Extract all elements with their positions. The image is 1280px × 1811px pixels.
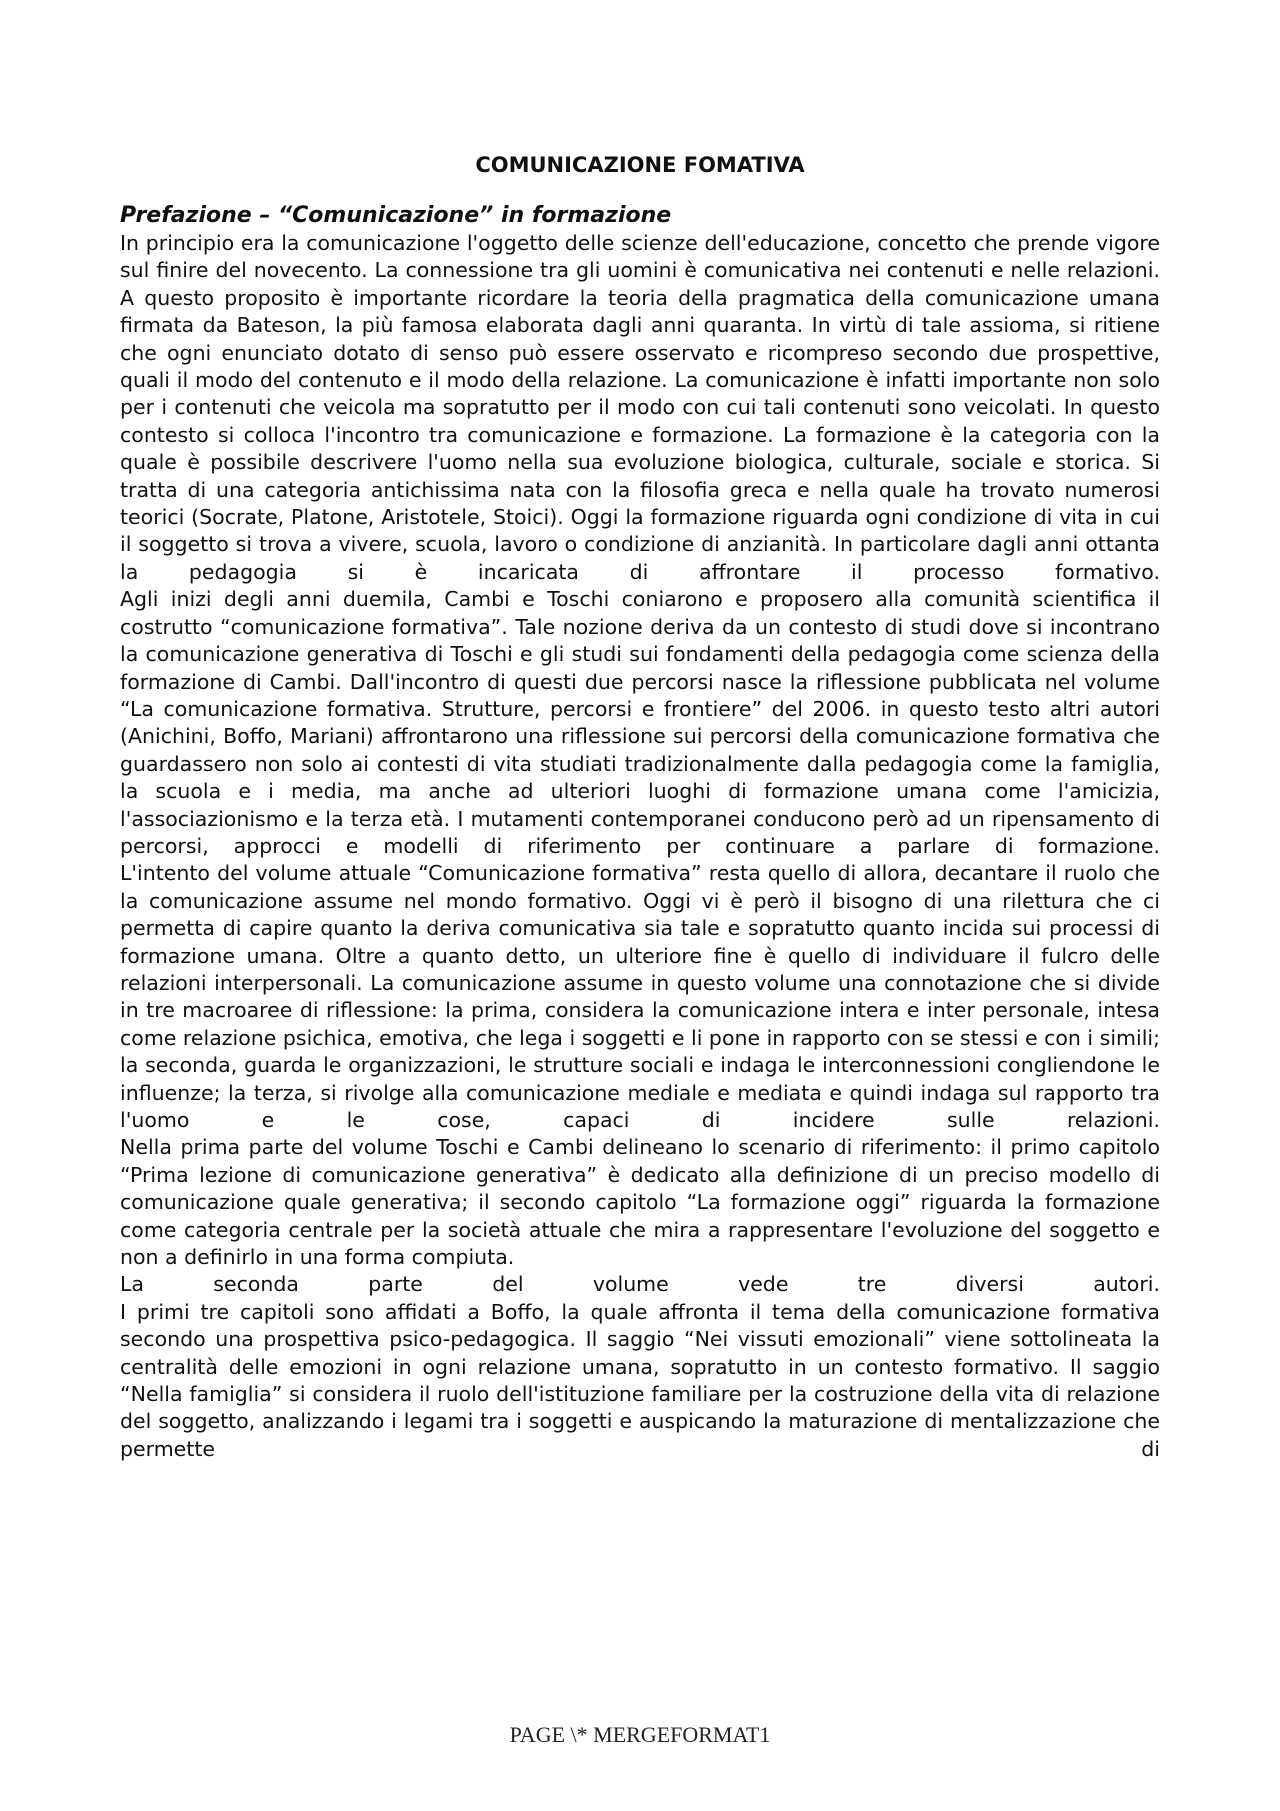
document-title: COMUNICAZIONE FOMATIVA (475, 153, 805, 177)
paragraph-2: Agli inizi degli anni duemila, Cambi e Toschi coniarono e proposero alla comunità scientifica il costrutto “comunicazione formativa”. Tale nozione deriva da un contesto di studi dove si incontrano la comunicazione generativa di Toschi e gli studi sui fondamenti della pedagogia come scienza della formazione di Cambi. Dall'incontro di questi due percorsi nasce la riflessione pubblicata nel volume “La comunicazione formativa. Strutture, percorsi e frontiere” del 2006. in questo testo altri autori (Anichini, Boffo, Mariani) affrontarono una riflessione sui percorsi della comunicazione formativa che guardassero non solo ai contesti di vita studiati tradizionalmente dalla pedagogia come la famiglia, la scuola e i media, ma anche ad ulteriori luoghi di formazione umana come l'amicizia, l'associazionismo e la terza età. I mutamenti contemporanei conducono però ad un ripensamento di percorsi, approcci e modelli di riferimento per continuare a parlare di formazione. (120, 587, 1160, 858)
paragraph-6: I primi tre capitoli sono affidati a Boffo, la quale affronta il tema della comunicazione formativa secondo una prospettiva psico-pedagogica. Il saggio “Nei vissuti emozionali” viene sottolineata la centralità delle emozioni in ogni relazione umana, sopratutto in un contesto formativo. Il saggio “Nella famiglia” si considera il ruolo dell'istituzione familiare per la costruzione della vita di relazione del soggetto, analizzando i legami tra i soggetti e auspicando la maturazione di mentalizzazione che permette di (120, 1299, 1160, 1461)
paragraph-1: In principio era la comunicazione l'oggetto delle scienze dell'educazione, concetto che prende vigore sul finire del novecento. La connessione tra gli uomini è comunicativa nei contenuti e nelle relazioni. A questo proposito è importante ricordare la teoria della pragmatica della comunicazione umana firmata da Bateson, la più famosa elaborata dagli anni quaranta. In virtù di tale assioma, si ritiene che ogni enunciato dotato di senso può essere osservato e ricompreso secondo due prospettive, quali il modo del contenuto e il modo della relazione. La comunicazione è infatti importante non solo per i contenuti che veicola ma sopratutto per il modo con cui tali contenuti sono veicolati. In questo contesto si colloca l'incontro tra comunicazione e formazione. La formazione è la categoria con la quale è possibile descrivere l'uomo nella sua evoluzione biologica, culturale, sociale e storica. Si tratta di una categoria antichissima nata con la filosofia greca e nella quale ha trovato numerosi teorici (Socrate, Platone, Aristotele, Stoici). Oggi la formazione riguarda ogni condizione di vita in cui il soggetto si trova a vivere, scuola, lavoro o condizione di anzianità. In particolare dagli anni ottanta la pedagogia si è incaricata di affrontare il processo formativo. (120, 231, 1160, 584)
paragraph-5: La seconda parte del volume vede tre diversi autori. (120, 1272, 1160, 1297)
paragraph-4: Nella prima parte del volume Toschi e Cambi delineano lo scenario di riferimento: il primo capitolo “Prima lezione di comunicazione generativa” è dedicato alla definizione di un preciso modello di comunicazione quale generativa; il secondo capitolo “La formazione oggi” riguarda la formazione come categoria centrale per la società attuale che mira a rappresentare l'evoluzione del soggetto e non a definirlo in una forma compiuta. (120, 1135, 1160, 1270)
paragraph-3: L'intento del volume attuale “Comunicazione formativa” resta quello di allora, decantare il ruolo che la comunicazione assume nel mondo formativo. Oggi vi è però il bisogno di una rilettura che ci permetta di capire quanto la deriva comunicativa sia tale e sopratutto quanto incida sui processi di formazione umana. Oltre a quanto detto, un ulteriore fine è quello di individuare il fulcro delle relazioni interpersonali. La comunicazione assume in questo volume una connotazione che si divide in tre macroaree di riflessione: la prima, considera la comunicazione intera e inter personale, intesa come relazione psichica, emotiva, che lega i soggetti e li pone in rapporto con se stessi e con i simili; la seconda, guarda le organizzazioni, le strutture sociali e indaga le interconnessioni congliendone le influenze; la terza, si rivolge alla comunicazione mediale e mediata e quindi indaga sul rapporto tra l'uomo e le cose, capaci di incidere sulle relazioni. (120, 861, 1160, 1132)
document-body (120, 150, 1160, 1463)
section-heading: Prefazione – “Comunicazione” in formazione (120, 203, 672, 228)
page-footer-field: PAGE \* MERGEFORMAT1 (509, 1722, 771, 1747)
